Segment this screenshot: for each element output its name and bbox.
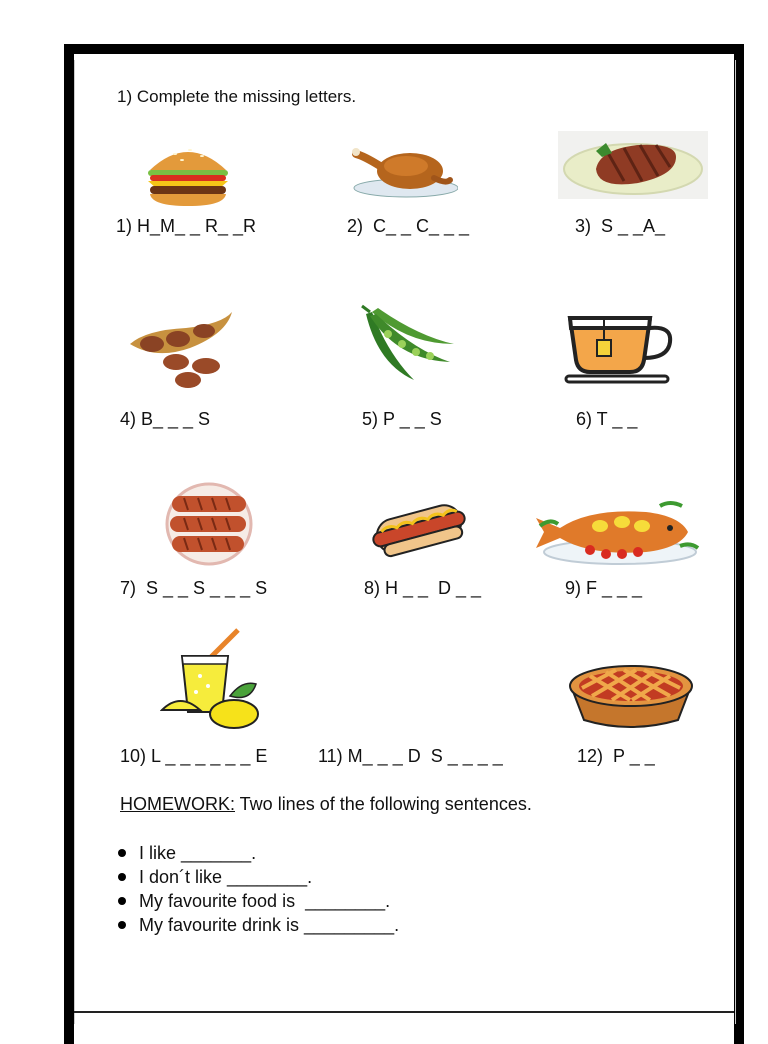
item-label-11: 11) M_ _ _ D S _ _ _ _ xyxy=(318,746,503,766)
instruction: 1) Complete the missing letters. xyxy=(117,87,357,106)
bullet-icon xyxy=(118,897,126,905)
sentence-item xyxy=(116,914,399,938)
item-label-2: 2) C_ _ C_ _ _ xyxy=(347,216,470,236)
peas-icon xyxy=(358,304,462,384)
item-label-12: 12) P _ _ xyxy=(577,746,655,766)
tea-cup-icon xyxy=(564,312,676,386)
bullet-icon xyxy=(118,921,126,929)
sentence-text: My favourite food is ________. xyxy=(139,891,391,911)
sentence-item xyxy=(116,866,399,890)
item-label-5: 5) P _ _ S xyxy=(362,409,442,429)
item-label-1: 1) H_M_ _ R_ _R xyxy=(116,216,257,236)
item-label-7: 7) S _ _ S _ _ _ S xyxy=(120,578,268,598)
hot-dog-icon xyxy=(370,494,468,564)
steak-icon xyxy=(558,131,708,199)
lemonade-icon xyxy=(160,626,260,732)
sausages-icon xyxy=(164,482,254,566)
bullet-icon xyxy=(118,873,126,881)
fish-icon xyxy=(530,498,702,570)
sentence-item xyxy=(116,890,399,914)
item-label-10: 10) L _ _ _ _ _ _ E xyxy=(120,746,268,766)
homework-line xyxy=(120,794,532,815)
item-label-4: 4) B_ _ _ S xyxy=(120,409,211,429)
item-label-8: 8) H _ _ D _ _ xyxy=(364,578,482,598)
item-label-6: 6) T _ _ xyxy=(576,409,638,429)
hamburger-icon xyxy=(140,140,236,208)
item-label-9: 9) F _ _ _ xyxy=(565,578,643,598)
item-label-3: 3) S _ _A_ xyxy=(575,216,666,236)
homework-text: Two lines of the following sentences. xyxy=(235,794,532,814)
sentence-list xyxy=(116,842,399,938)
sentence-text: My favourite drink is _________. xyxy=(139,915,400,935)
sentence-item xyxy=(116,842,399,866)
homework-title: HOMEWORK: xyxy=(120,794,235,814)
roast-chicken-icon xyxy=(350,138,458,200)
sentence-text: I like _______. xyxy=(139,843,257,863)
beans-icon xyxy=(126,304,234,396)
bullet-icon xyxy=(118,849,126,857)
sentence-text: I don´t like ________. xyxy=(139,867,313,887)
pie-icon xyxy=(566,656,696,732)
page-bottom-line xyxy=(74,1011,734,1013)
